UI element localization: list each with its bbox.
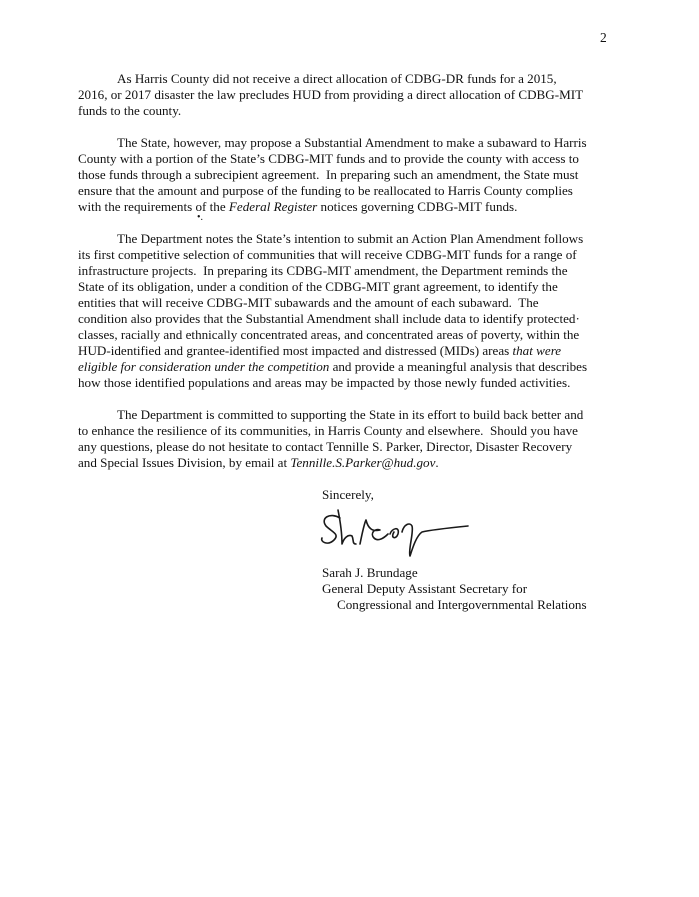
italic-phrase: eligible for consideration under the competition	[78, 359, 330, 374]
handwritten-signature	[318, 504, 478, 560]
paragraph-1-line-2: 2016, or 2017 disaster the law precludes HUD from providing a direct allocation of CDBG-MIT	[78, 87, 584, 102]
signer-title-line-1: General Deputy Assistant Secretary for	[322, 581, 528, 596]
paragraph-4-text: and Special Issues Division, by email at	[78, 455, 291, 470]
paragraph-3-line-6: condition also provides that the Substantial Amendment shall include data to identify protected·	[78, 311, 580, 326]
paragraph-3-text: and provide a meaningful analysis that describes	[329, 359, 588, 374]
paragraph-4-text: .	[435, 455, 439, 470]
paragraph-1-line-1: As Harris County did not receive a direct allocation of CDBG-DR funds for a 2015,	[117, 71, 557, 86]
paragraph-3-line-9	[78, 359, 587, 375]
signer-name: Sarah J. Brundage	[322, 565, 418, 580]
paragraph-3-text: HUD-identified and grantee-identified most impacted and distressed (MIDs) areas	[78, 343, 513, 358]
paragraph-1-line-3: funds to the county.	[78, 103, 182, 118]
paragraph-4-line-3: any questions, please do not hesitate to contact Tennille S. Parker, Director, Disaster Recovery	[78, 439, 573, 454]
italic-phrase: that were	[512, 343, 562, 358]
paragraph-2-line-3: those funds through a subrecipient agreement. In preparing such an amendment, the State must	[78, 167, 579, 182]
paragraph-3-line-1: The Department notes the State’s intention to submit an Action Plan Amendment follows	[117, 231, 584, 246]
signer-title-line-2: Congressional and Intergovernmental Relations	[337, 597, 587, 612]
paragraph-2-line-5	[78, 199, 517, 215]
salutation: Sincerely,	[322, 487, 374, 502]
paragraph-3-line-10: how those identified populations and areas may be impacted by those newly funded activities.	[78, 375, 571, 390]
paragraph-3-line-7: classes, racially and ethnically concentrated areas, and concentrated areas of poverty, within the	[78, 327, 580, 342]
paragraph-2-line-2: County with a portion of the State’s CDBG-MIT funds and to provide the county with access to	[78, 151, 579, 166]
paragraph-4-line-2: to enhance the resilience of its communities, in Harris County and elsewhere. Should you have	[78, 423, 578, 438]
paragraph-4-line-1: The Department is committed to supporting the State in its effort to build back better and	[117, 407, 584, 422]
stray-mark: •.	[197, 212, 204, 223]
paragraph-2-text: notices governing CDBG-MIT funds.	[317, 199, 518, 214]
paragraph-3-line-4: State of its obligation, under a condition of the CDBG-MIT grant agreement, to identify the	[78, 279, 558, 294]
paragraph-4-line-4	[78, 455, 439, 471]
paragraph-2-line-1: The State, however, may propose a Substantial Amendment to make a subaward to Harris	[117, 135, 587, 150]
paragraph-2-text: with the requirements of the	[78, 199, 229, 214]
paragraph-3-line-8	[78, 343, 561, 359]
paragraph-3-line-5: entities that will receive CDBG-MIT subawards and the amount of each subaward. The	[78, 295, 539, 310]
paragraph-3-line-2: its first competitive selection of communities that will receive CDBG-MIT funds for a range of	[78, 247, 577, 262]
page-number: 2	[600, 30, 607, 45]
paragraph-2-line-4: ensure that the amount and purpose of the funding to be reallocated to Harris County complies	[78, 183, 573, 198]
email-address: Tennille.S.Parker@hud.gov	[290, 455, 436, 470]
paragraph-3-line-3: infrastructure projects. In preparing its CDBG-MIT amendment, the Department reminds the	[78, 263, 568, 278]
federal-register-italic: Federal Register	[228, 199, 318, 214]
